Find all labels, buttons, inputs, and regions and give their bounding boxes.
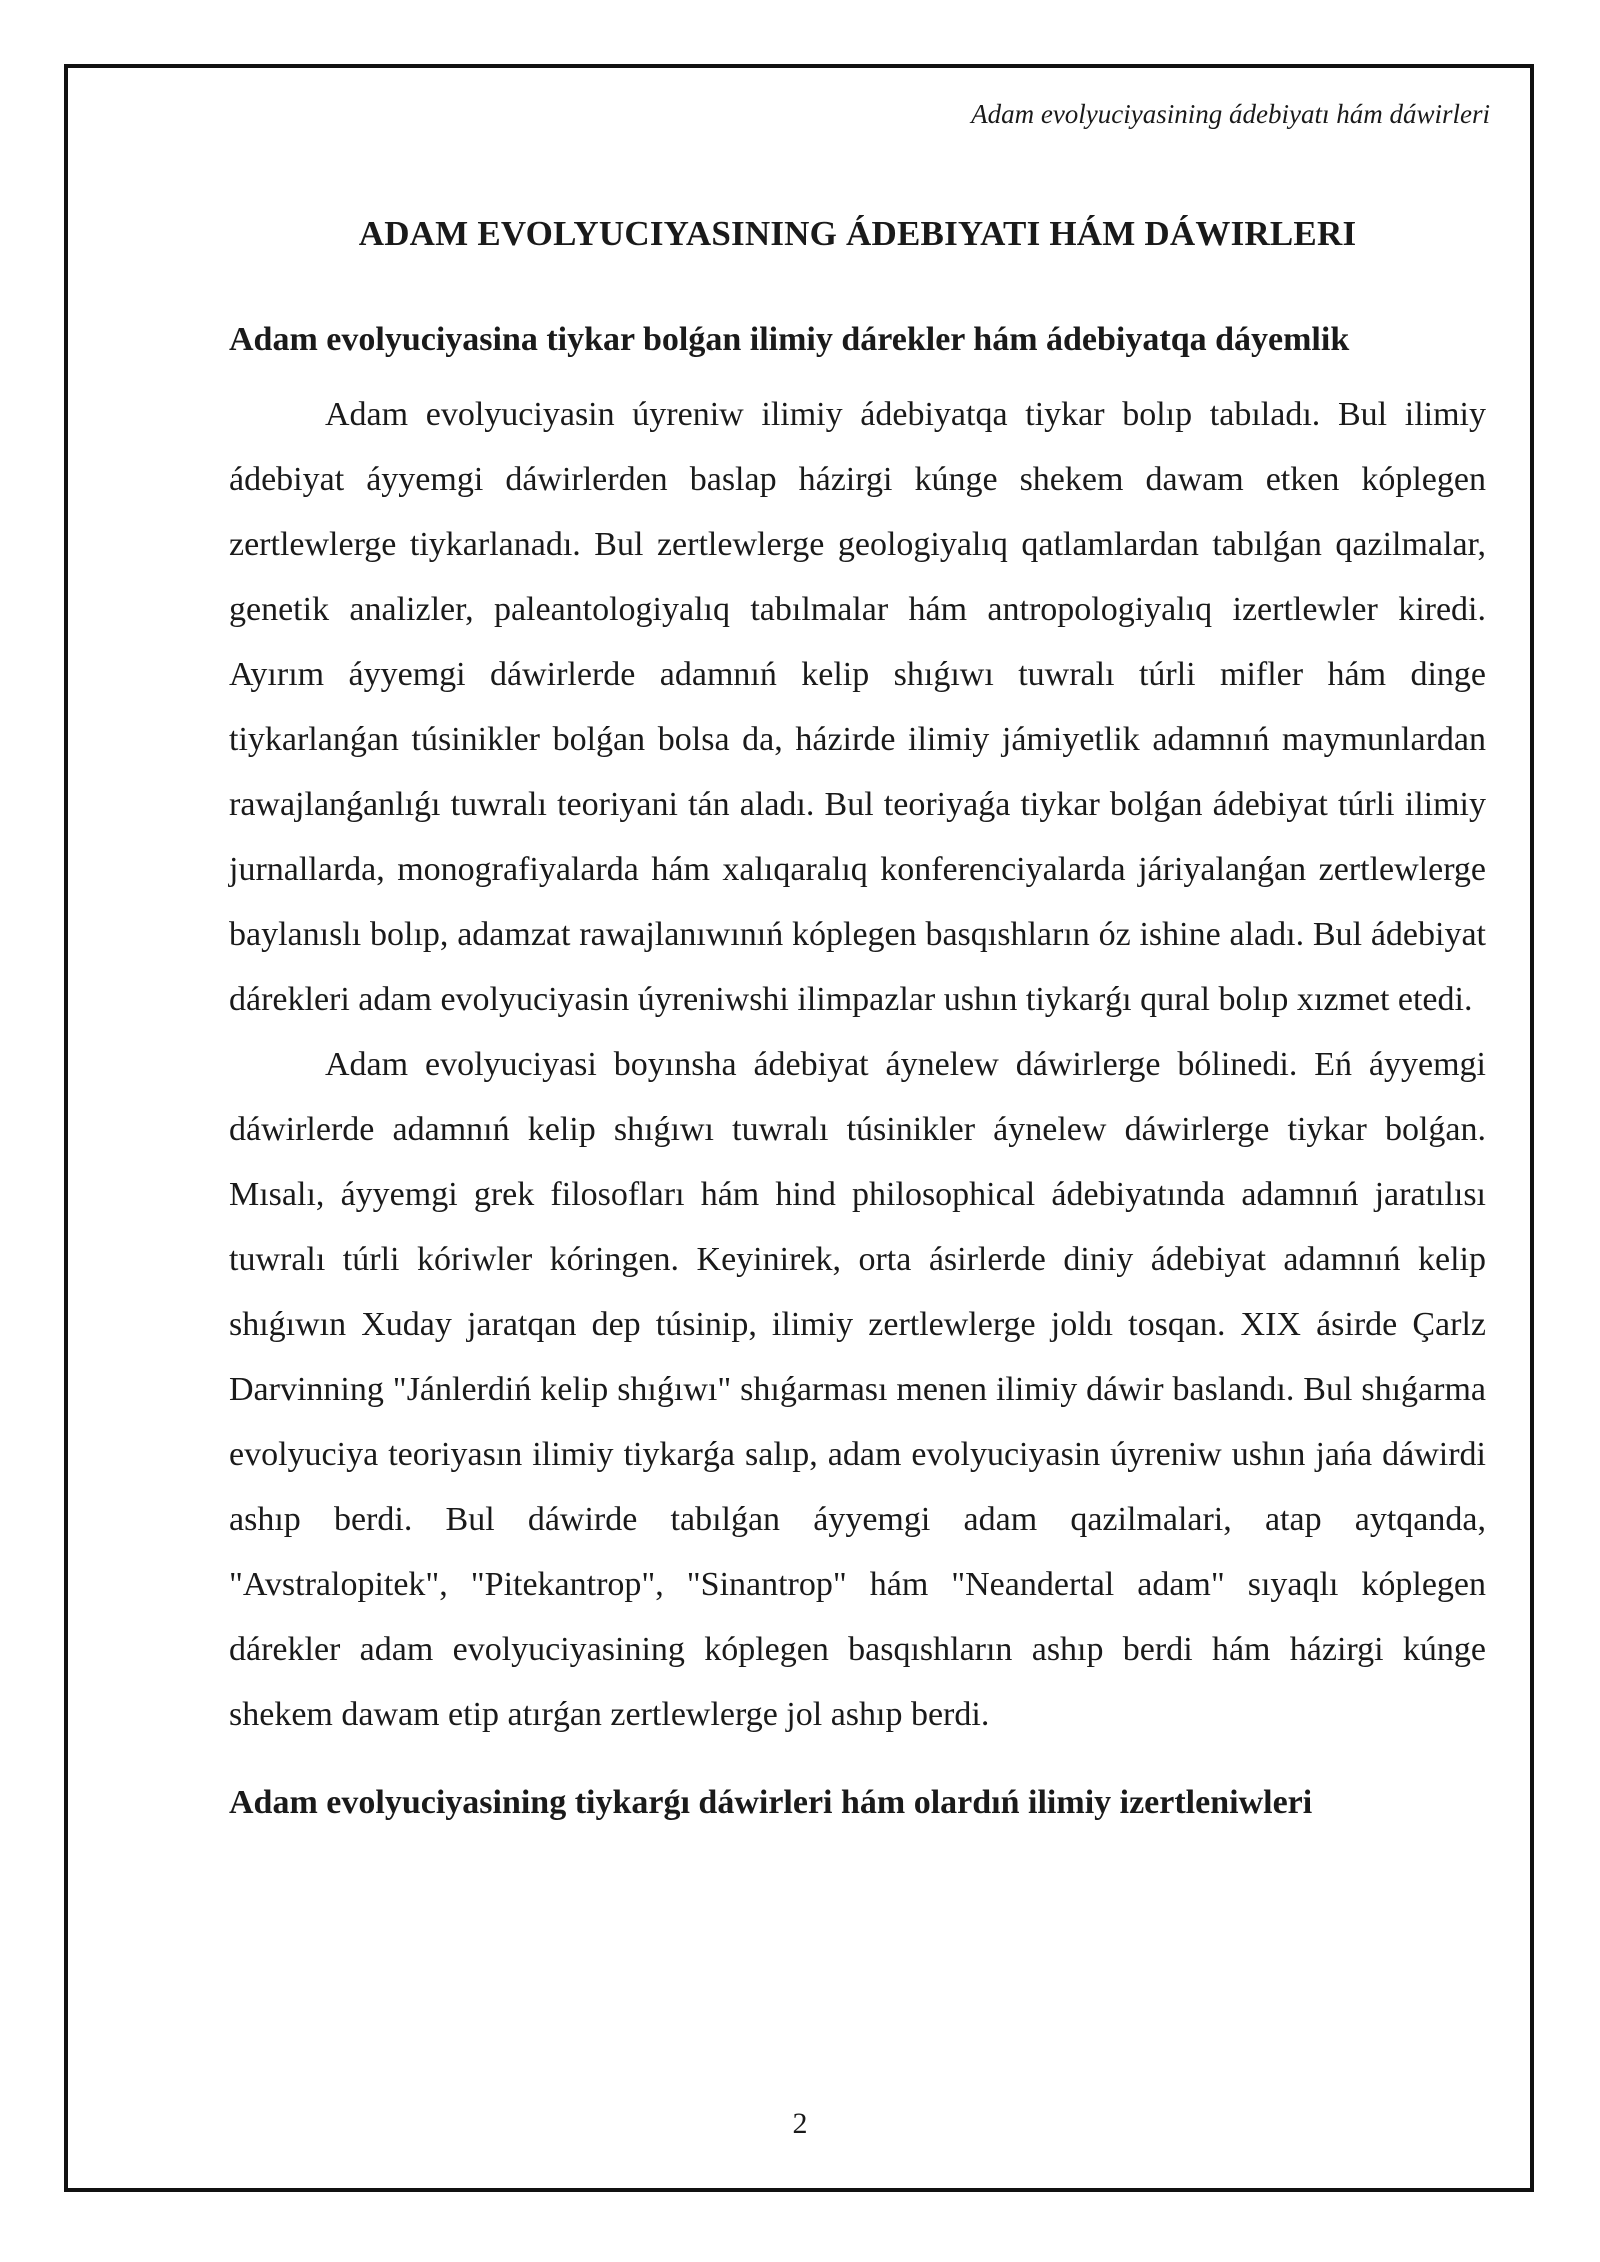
section-heading-periods: Adam evolyuciyasining tiykarǵı dáwirleri hám olardıń ilimiy izertleniwleri [229, 1784, 1313, 1821]
page-number: 2 [792, 2107, 808, 2140]
section-heading-sources: Adam evolyuciyasina tiykar bolǵan ilimiy dárekler hám ádebiyatqa dáyemlik [229, 321, 1350, 358]
running-header: Adam evolyuciyasining ádebiyatı hám dáwirleri [971, 99, 1490, 129]
page-content [229, 212, 1486, 1825]
paragraph: Adam evolyuciyasin úyreniw ilimiy ádebiyatqa tiykar bolıp tabıladı. Bul ilimiy ádebiyat áyyemgi dáwirlerden baslap házirgi kúnge shekem dawam etken kóplegen zertlewlerge tiykarlanadı. Bul zertlewlerge geologiyalıq qatlamlardan tabılǵan qazilmalar, genetik analizler, paleantologiyalıq tabılmalar hám antropologiyalıq izertlewler kiredi. Ayırım áyyemgi dáwirlerde adamnıń kelip shıǵıwı tuwralı túrli mifler hám dinge tiykarlanǵan túsinikler bolǵan bolsa da, házirde ilimiy jámiyetlik adamnıń maymunlardan rawajlanǵanlıǵı tuwralı teoriyani tán aladı. Bul teoriyaǵa tiykar bolǵan ádebiyat túrli ilimiy jurnallarda, monografiyalarda hám xalıqaralıq konferenciyalarda járiyalanǵan zertlewlerge baylanıslı bolıp, adamzat rawajlanıwınıń kóplegen basqıshların óz ishine aladı. Bul ádebiyat dárekleri adam evolyuciyasin úyreniwshi ilimpazlar ushın tiykarǵı qural bolıp xızmet etedi. [229, 396, 1486, 1018]
document-title: ADAM EVOLYUCIYASINING ÁDEBIYATI HÁM DÁWIRLERI [358, 214, 1357, 253]
paragraph: Adam evolyuciyasi boyınsha ádebiyat áynelew dáwirlerge bólinedi. Eń áyyemgi dáwirlerde adamnıń kelip shıǵıwı tuwralı túsinikler áynelew dáwirlerge tiykar bolǵan. Mısalı, áyyemgi grek filosofları hám hind philosophical ádebiyatında adamnıń jaratılısı tuwralı túrli kóriwler kóringen. Keyinirek, orta ásirlerde diniy ádebiyat adamnıń kelip shıǵıwın Xuday jaratqan dep túsinip, ilimiy zertlewlerge joldı tosqan. XIX ásirde Çarlz Darvinning "Jánlerdiń kelip shıǵıwı" shıǵarması menen ilimiy dáwir baslandı. Bul shıǵarma evolyuciya teoriyasın ilimiy tiykarǵa salıp, adam evolyuciyasin úyreniw ushın jańa dáwirdi ashıp berdi. Bul dáwirde tabılǵan áyyemgi adam qazilmalari, atap aytqanda, "Avstralopitek", "Pitekantrop", "Sinantrop" hám "Neandertal adam" sıyaqlı kóplegen dárekler adam evolyuciyasining kóplegen basqıshların ashıp berdi hám házirgi kúnge shekem dawam etip atırǵan zertlewlerge jol ashıp berdi. [229, 1046, 1486, 1733]
